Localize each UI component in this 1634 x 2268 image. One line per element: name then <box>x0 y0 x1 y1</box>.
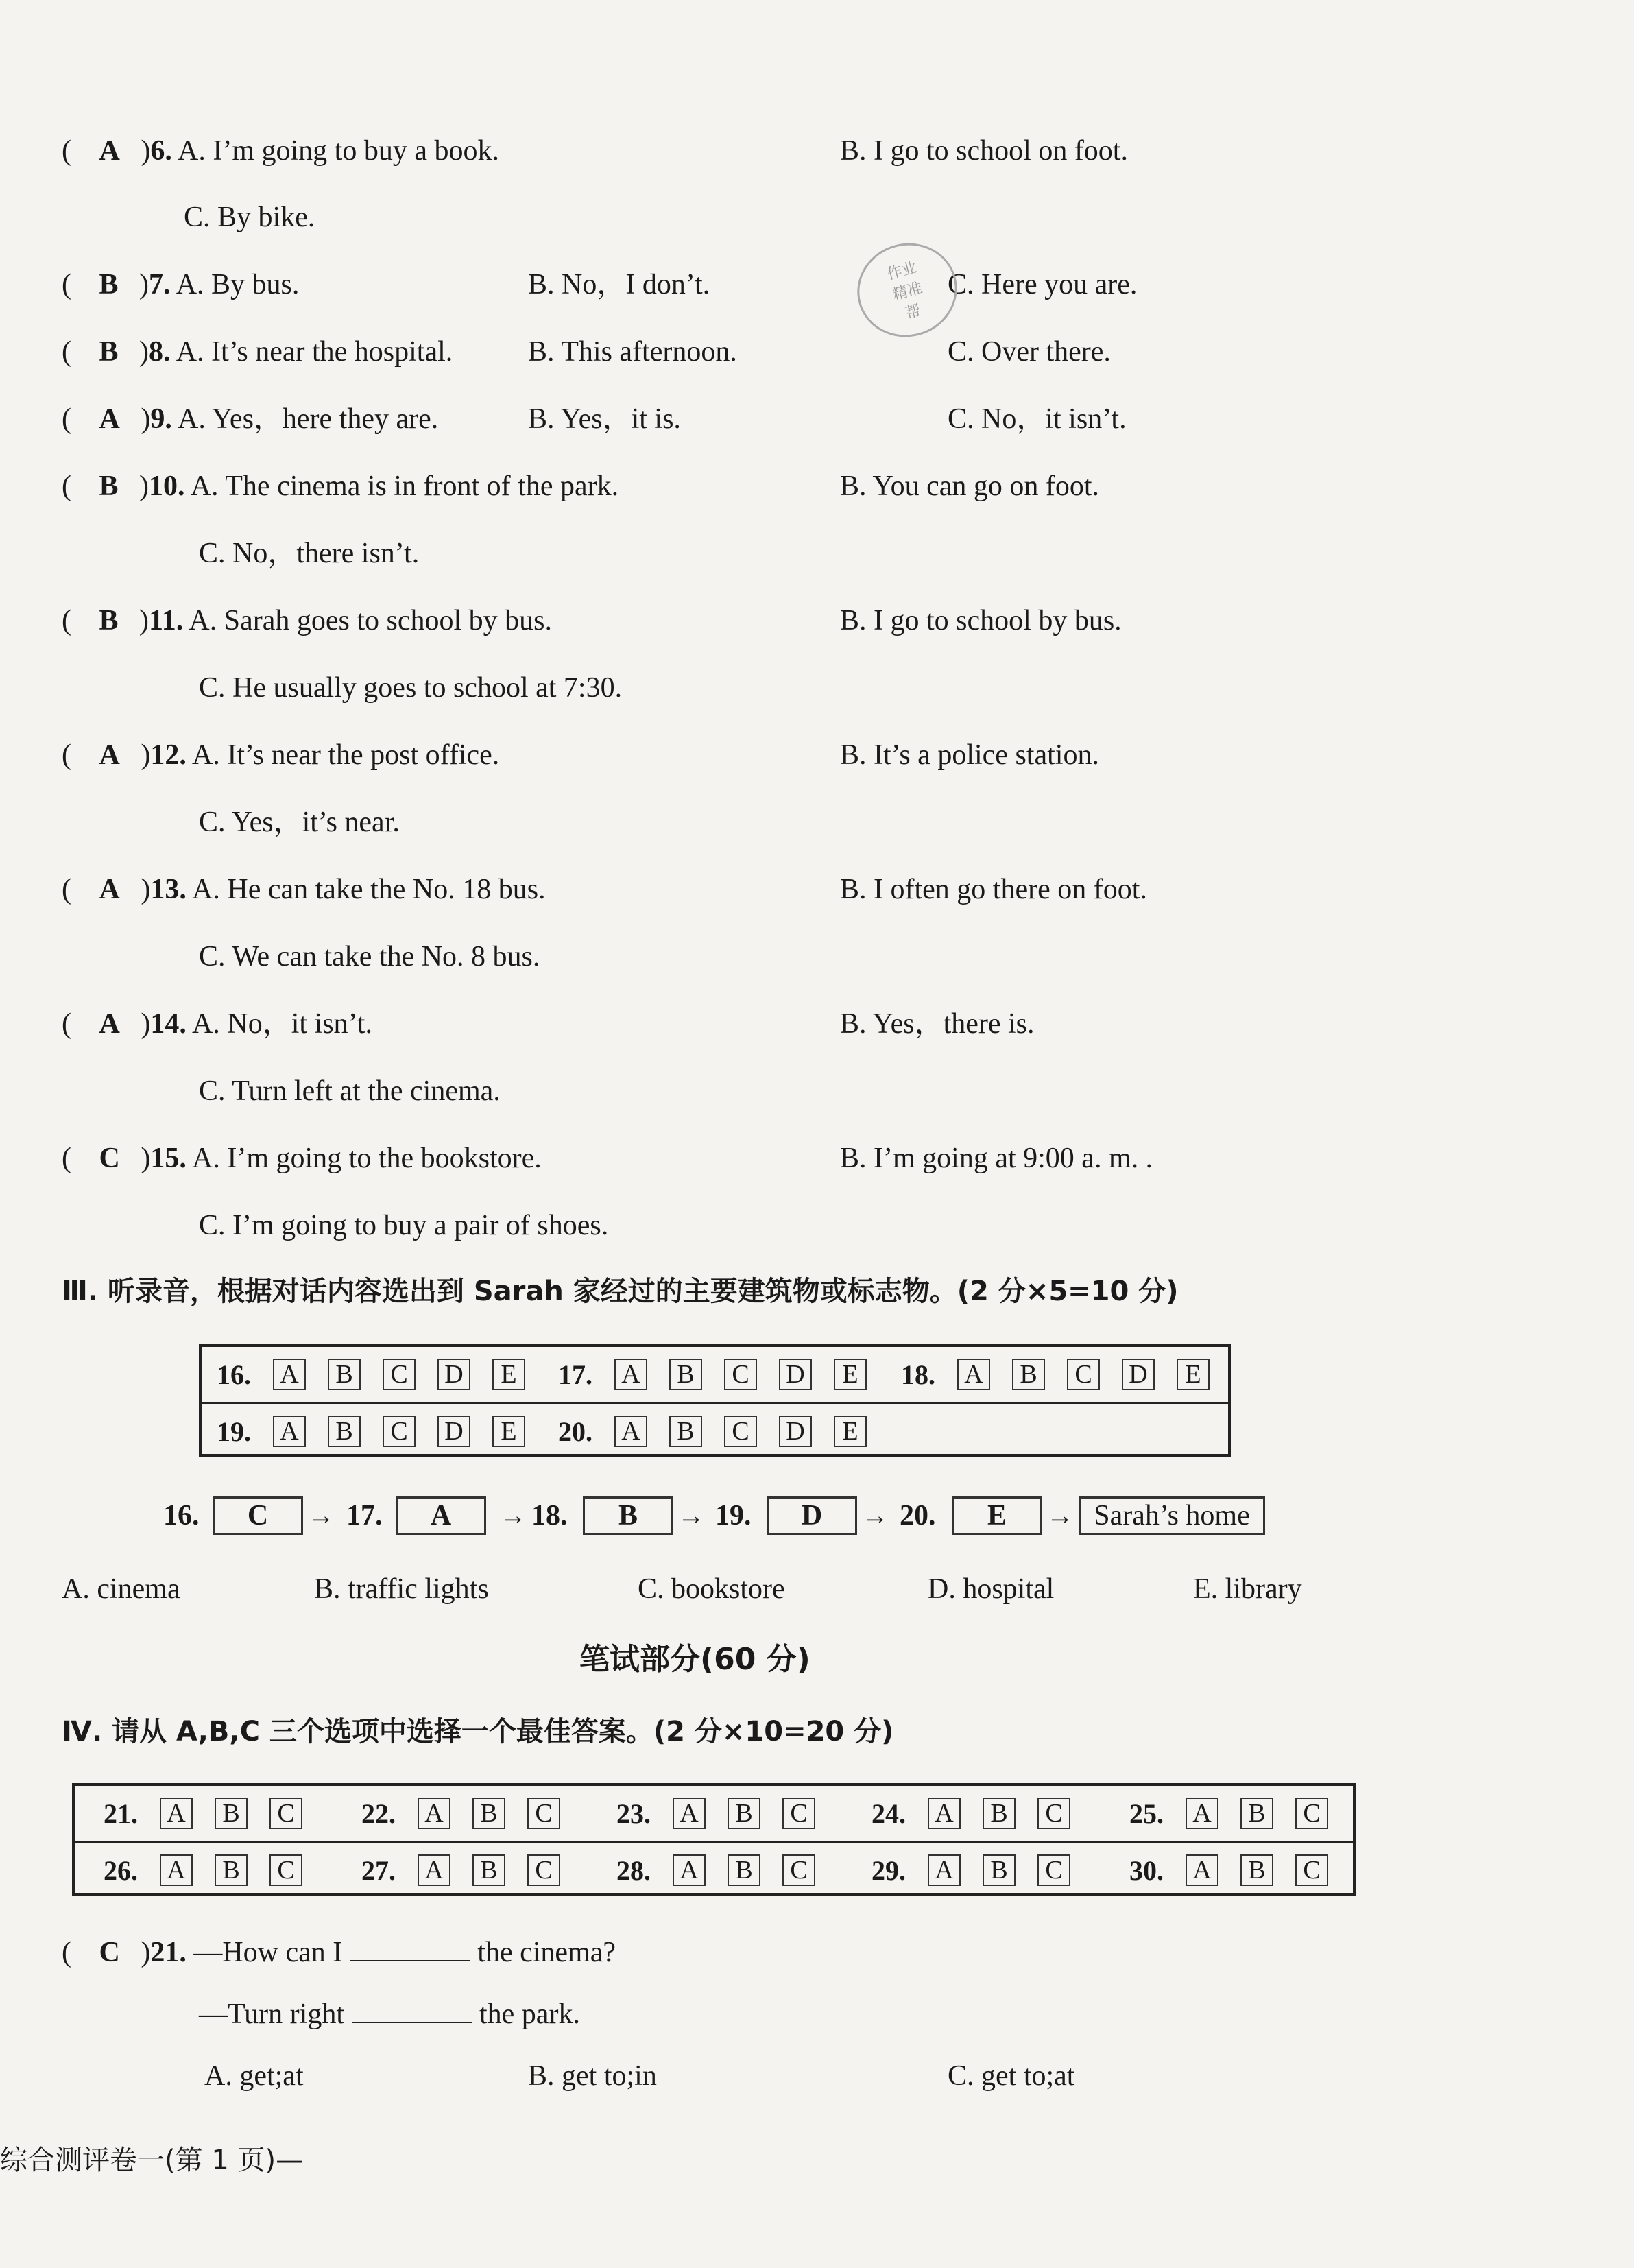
grid-item-17: 17. A B C D E <box>558 1347 867 1402</box>
page-footer: 综合测评卷一(第 1 页)— <box>0 2145 304 2176</box>
choice-library: E. library <box>1193 1573 1302 1605</box>
q12-option-b: B. It’s a police station. <box>840 739 1099 771</box>
option-box[interactable]: B <box>1012 1359 1045 1390</box>
option-box[interactable]: E <box>834 1416 867 1447</box>
grid-item-16: 16. A B C D E <box>217 1347 525 1402</box>
answer-blank[interactable] <box>350 1935 470 1961</box>
option-box[interactable]: B <box>472 1854 505 1886</box>
arrow-icon: → <box>499 1500 527 1531</box>
option-box[interactable]: A <box>160 1798 193 1829</box>
q11-option-b: B. I go to school by bus. <box>840 605 1122 636</box>
grid-item-27: 27. A B C <box>361 1843 560 1898</box>
option-box[interactable]: A <box>1186 1798 1218 1829</box>
option-box[interactable]: E <box>492 1359 525 1390</box>
section-4-answer-grid <box>72 1783 1356 1896</box>
q14-option-c: C. Turn left at the cinema. <box>199 1075 501 1107</box>
option-box[interactable]: C <box>527 1854 560 1886</box>
choice-traffic-lights: B. traffic lights <box>314 1573 489 1605</box>
q9-option-c: C. No，it isn’t. <box>948 403 1127 435</box>
option-box[interactable]: A <box>614 1416 647 1447</box>
answer-12: A <box>99 739 120 771</box>
section-3-title: Ⅲ. 听录音，根据对话内容选出到 Sarah 家经过的主要建筑物或标志物。(2 分×5=10 分) <box>62 1276 1179 1307</box>
flow-answer-19[interactable]: D <box>767 1496 857 1535</box>
option-box[interactable]: C <box>1037 1854 1070 1886</box>
q12-option-c: C. Yes，it’s near. <box>199 807 400 838</box>
option-box[interactable]: B <box>215 1854 248 1886</box>
destination-box: Sarah’s home <box>1079 1496 1265 1535</box>
q8-option-a: A. It’s near the hospital. <box>176 336 453 368</box>
choice-hospital: D. hospital <box>928 1573 1055 1605</box>
option-box[interactable]: C <box>724 1416 757 1447</box>
option-box[interactable]: C <box>1037 1798 1070 1829</box>
flow-answer-16[interactable]: C <box>213 1496 303 1535</box>
q7-option-c: C. Here you are. <box>948 269 1138 300</box>
q7-option-b: B. No，I don’t. <box>528 269 710 300</box>
question-14: ( A )14. A. No，it isn’t. <box>62 1008 372 1040</box>
option-box[interactable]: C <box>1295 1798 1328 1829</box>
q15-option-c: C. I’m going to buy a pair of shoes. <box>199 1210 609 1241</box>
option-box[interactable]: B <box>472 1798 505 1829</box>
option-box[interactable]: C <box>269 1798 302 1829</box>
q8-option-b: B. This afternoon. <box>528 336 737 368</box>
arrow-icon: → <box>677 1500 705 1531</box>
option-box[interactable]: A <box>673 1798 706 1829</box>
option-box[interactable]: C <box>1067 1359 1100 1390</box>
arrow-icon: → <box>1046 1500 1074 1531</box>
grid-item-18: 18. A B C D E <box>901 1347 1210 1402</box>
option-box[interactable]: A <box>418 1798 450 1829</box>
option-box[interactable]: C <box>383 1359 416 1390</box>
q13-option-a: A. He can take the No. 18 bus. <box>192 874 546 905</box>
option-box[interactable]: B <box>983 1798 1016 1829</box>
option-box[interactable]: C <box>269 1854 302 1886</box>
grid-item-28: 28. A B C <box>616 1843 815 1898</box>
answer-7: B <box>99 269 119 300</box>
option-box[interactable]: A <box>928 1854 961 1886</box>
q15-option-b: B. I’m going at 9:00 a. m. . <box>840 1143 1153 1174</box>
option-box[interactable]: E <box>1177 1359 1210 1390</box>
q9-option-b: B. Yes，it is. <box>528 403 681 435</box>
option-box[interactable]: E <box>834 1359 867 1390</box>
flow-answer-18[interactable]: B <box>583 1496 673 1535</box>
option-box[interactable]: D <box>779 1359 812 1390</box>
answer-6: A <box>99 135 120 167</box>
grid-item-19: 19. A B C D E <box>217 1404 525 1459</box>
q15-option-a: A. I’m going to the bookstore. <box>192 1143 542 1174</box>
option-box[interactable]: C <box>782 1798 815 1829</box>
q13-option-c: C. We can take the No. 8 bus. <box>199 941 540 972</box>
q6-option-a: A. I’m going to buy a book. <box>178 135 499 167</box>
option-box[interactable]: C <box>383 1416 416 1447</box>
grid-item-26: 26. A B C <box>104 1843 302 1898</box>
option-box[interactable]: B <box>983 1854 1016 1886</box>
option-box[interactable]: B <box>669 1359 702 1390</box>
option-box[interactable]: C <box>1295 1854 1328 1886</box>
answer-13: A <box>99 874 120 905</box>
option-box[interactable]: D <box>437 1359 470 1390</box>
option-box[interactable]: B <box>728 1798 760 1829</box>
answer-blank[interactable] <box>352 1997 472 2023</box>
option-box[interactable]: C <box>724 1359 757 1390</box>
option-box[interactable]: B <box>669 1416 702 1447</box>
option-box[interactable]: A <box>957 1359 990 1390</box>
option-box[interactable]: A <box>928 1798 961 1829</box>
flow-answer-20[interactable]: E <box>952 1496 1042 1535</box>
question-12: ( A )12. A. It’s near the post office. <box>62 739 500 771</box>
answer-15: C <box>99 1143 120 1174</box>
question-6: ( A )6. A. I’m going to buy a book. <box>62 135 499 167</box>
homework-stamp: 作业 精准 帮 <box>847 232 968 348</box>
question-7: ( B )7. A. By bus. <box>62 269 300 300</box>
answer-10: B <box>99 470 119 502</box>
grid-item-21: 21. A B C <box>104 1786 302 1841</box>
grid-item-22: 22. A B C <box>361 1786 560 1841</box>
question-8: ( B )8. A. It’s near the hospital. <box>62 336 453 368</box>
option-box[interactable]: D <box>779 1416 812 1447</box>
grid-item-25: 25. A B C <box>1129 1786 1328 1841</box>
option-box[interactable]: A <box>273 1416 306 1447</box>
q13-option-b: B. I often go there on foot. <box>840 874 1147 905</box>
option-box[interactable]: A <box>160 1854 193 1886</box>
q7-option-a: A. By bus. <box>176 269 300 300</box>
question-21: ( C )21. —How can I the cinema? <box>62 1937 616 1968</box>
grid-item-29: 29. A B C <box>872 1843 1070 1898</box>
grid-item-24: 24. A B C <box>872 1786 1070 1841</box>
q10-option-b: B. You can go on foot. <box>840 470 1100 502</box>
section-3-answer-grid <box>199 1344 1231 1457</box>
q21-option-c: C. get to;at <box>948 2060 1075 2092</box>
question-15: ( C )15. A. I’m going to the bookstore. <box>62 1143 542 1174</box>
q21-line-2: —Turn right the park. <box>199 1998 580 2030</box>
arrow-icon: → <box>307 1500 335 1531</box>
grid-item-20: 20. A B C D E <box>558 1404 867 1459</box>
option-box[interactable]: A <box>418 1854 450 1886</box>
option-box[interactable]: A <box>273 1359 306 1390</box>
answer-8: B <box>99 336 119 368</box>
answer-14: A <box>99 1008 120 1040</box>
q12-option-a: A. It’s near the post office. <box>192 739 500 771</box>
q21-option-b: B. get to;in <box>528 2060 657 2092</box>
q10-option-c: C. No，there isn’t. <box>199 538 420 569</box>
option-box[interactable]: B <box>328 1359 361 1390</box>
option-box[interactable]: C <box>527 1798 560 1829</box>
written-section-title: 笔试部分(60 分) <box>579 1642 810 1677</box>
option-box[interactable]: B <box>328 1416 361 1447</box>
flow-answer-17[interactable]: A <box>396 1496 486 1535</box>
q9-option-a: A. Yes，here they are. <box>178 403 439 435</box>
choice-cinema: A. cinema <box>62 1573 180 1605</box>
option-box[interactable]: C <box>782 1854 815 1886</box>
option-box[interactable]: B <box>1240 1798 1273 1829</box>
option-box[interactable]: A <box>1186 1854 1218 1886</box>
option-box[interactable]: A <box>614 1359 647 1390</box>
option-box[interactable]: B <box>215 1798 248 1829</box>
question-13: ( A )13. A. He can take the No. 18 bus. <box>62 874 546 905</box>
question-9: ( A )9. A. Yes，here they are. <box>62 403 439 435</box>
option-box[interactable]: B <box>1240 1854 1273 1886</box>
answer-11: B <box>99 605 119 636</box>
question-10: ( B )10. A. The cinema is in front of the park. <box>62 470 619 502</box>
answer-9: A <box>99 403 120 435</box>
arrow-icon: → <box>861 1500 889 1531</box>
q11-option-a: A. Sarah goes to school by bus. <box>189 605 553 636</box>
option-box[interactable]: A <box>673 1854 706 1886</box>
section-4-title: Ⅳ. 请从 A,B,C 三个选项中选择一个最佳答案。(2 分×10=20 分) <box>62 1716 894 1747</box>
option-box[interactable]: D <box>437 1416 470 1447</box>
q14-option-b: B. Yes，there is. <box>840 1008 1035 1040</box>
answer-21: C <box>99 1937 120 1968</box>
option-box[interactable]: B <box>728 1854 760 1886</box>
q6-option-b: B. I go to school on foot. <box>840 135 1128 167</box>
q6-option-c: C. By bike. <box>184 202 315 233</box>
grid-item-30: 30. A B C <box>1129 1843 1328 1898</box>
q10-option-a: A. The cinema is in front of the park. <box>190 470 619 502</box>
q21-option-a: A. get;at <box>204 2060 304 2092</box>
choice-bookstore: C. bookstore <box>638 1573 785 1605</box>
question-11: ( B )11. A. Sarah goes to school by bus. <box>62 605 553 636</box>
q14-option-a: A. No，it isn’t. <box>192 1008 372 1040</box>
q11-option-c: C. He usually goes to school at 7:30. <box>199 672 623 704</box>
option-box[interactable]: E <box>492 1416 525 1447</box>
q8-option-c: C. Over there. <box>948 336 1111 368</box>
option-box[interactable]: D <box>1122 1359 1155 1390</box>
grid-item-23: 23. A B C <box>616 1786 815 1841</box>
